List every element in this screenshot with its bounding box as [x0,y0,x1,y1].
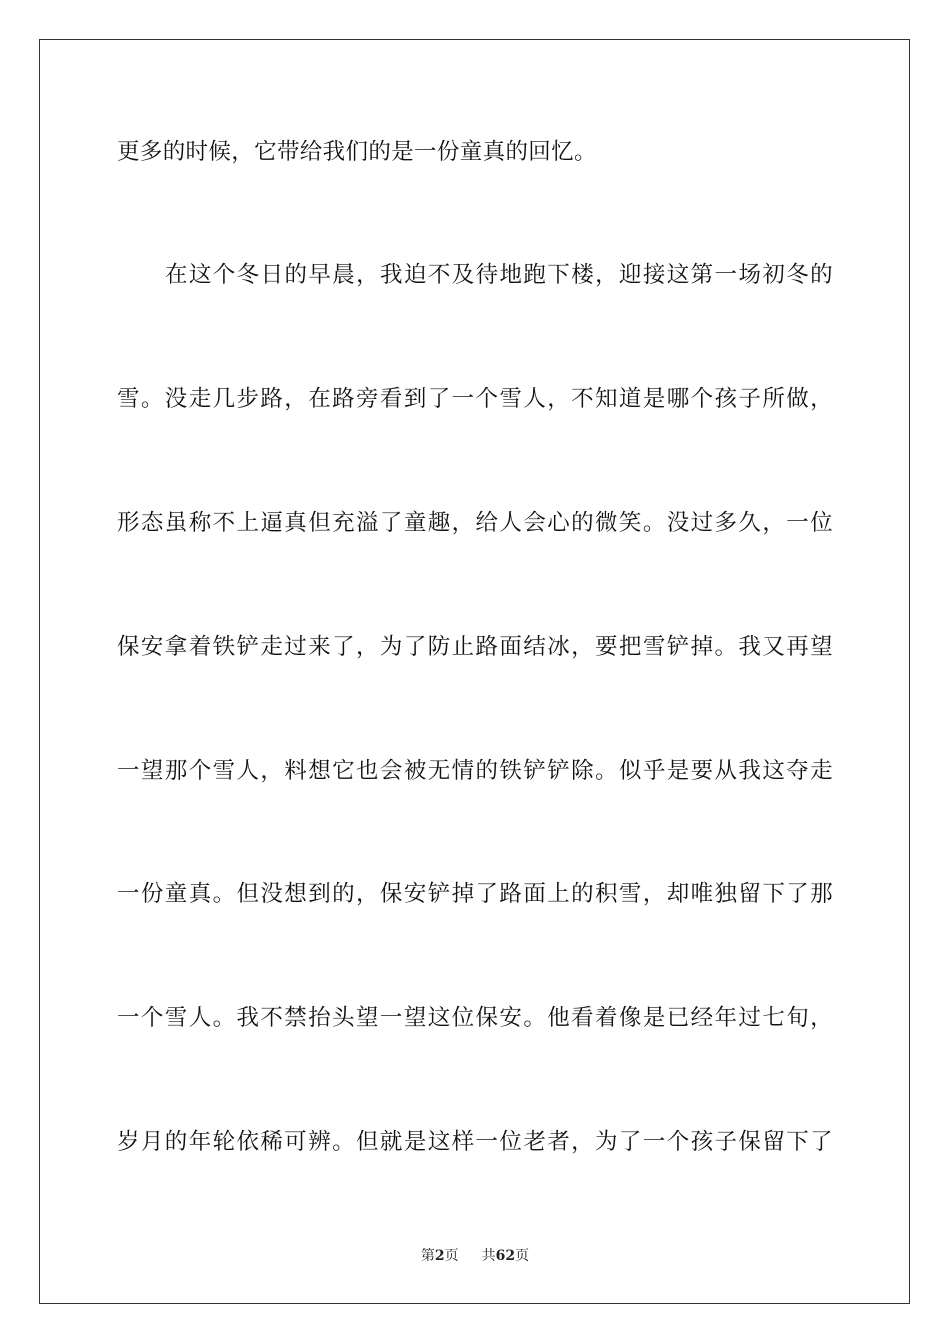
total-pages: 62 [495,1248,516,1264]
page-number: 2 [434,1248,445,1264]
text-line-6: 一望那个雪人，料想它也会被无情的铁铲铲除。似乎是要从我这夺走 [117,758,833,784]
page-footer [0,1247,950,1265]
total-suffix: 页 [515,1248,530,1264]
text-line-8: 一个雪人。我不禁抬头望一望这位保安。他看着像是已经年过七旬， [117,1005,833,1031]
page-suffix: 页 [444,1248,459,1264]
text-line-5: 保安拿着铁铲走过来了，为了防止路面结冰，要把雪铲掉。我又再望 [117,634,833,660]
total-pages-indicator [482,1247,529,1265]
page-number-indicator [421,1247,459,1265]
page-prefix: 第 [420,1248,435,1264]
text-line-7: 一份童真。但没想到的，保安铲掉了路面上的积雪，却唯独留下了那 [117,881,833,907]
text-line-2: 在这个冬日的早晨，我迫不及待地跑下楼，迎接这第一场初冬的 [165,262,833,288]
text-line-9: 岁月的年轮依稀可辨。但就是这样一位老者，为了一个孩子保留下了 [117,1129,833,1155]
total-prefix: 共 [481,1248,496,1264]
text-line-3: 雪。没走几步路，在路旁看到了一个雪人，不知道是哪个孩子所做， [117,386,833,412]
text-line-1: 更多的时候，它带给我们的是一份童真的回忆。 [117,139,597,165]
text-line-4: 形态虽称不上逼真但充溢了童趣，给人会心的微笑。没过多久，一位 [117,510,833,536]
page-border [39,39,910,1304]
